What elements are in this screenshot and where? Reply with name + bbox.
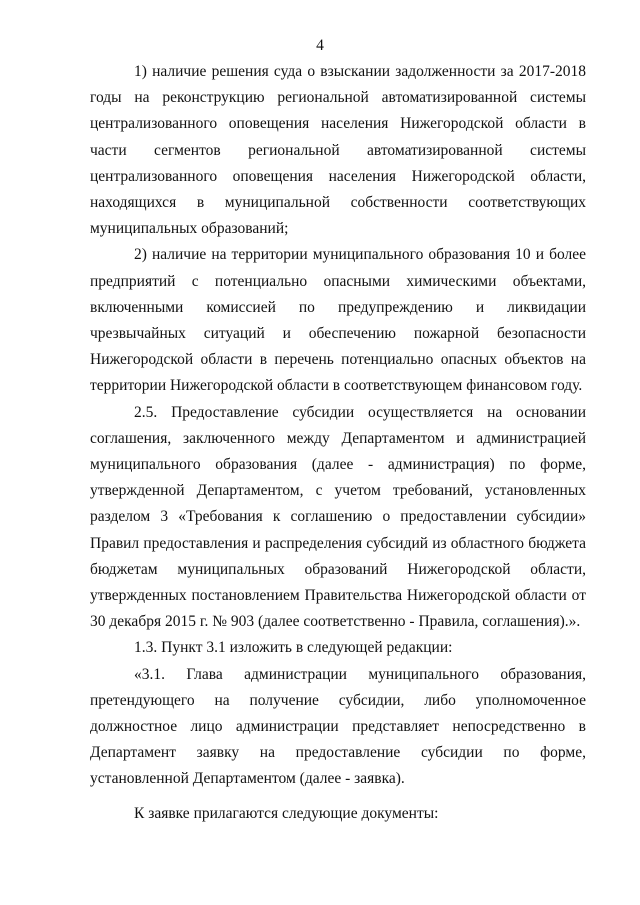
- page-number: 4: [316, 37, 324, 54]
- paragraph-section-1-3: 1.3. Пункт 3.1 изложить в следующей редакции:: [134, 639, 453, 657]
- document-body: [90, 59, 586, 827]
- paragraph-section-3-1: «3.1. Глава администрации муниципального образования, претендующего на получение субсидии, либо уполномоченное должностное лицо администрации представляет непосредственно в Департамент заявку на предоставление субсидии по форме, установленной Департаментом (далее - заявка).: [90, 665, 586, 788]
- paragraph-item-1: 1) наличие решения суда о взыскании задолженности за 2017-2018 годы на реконструкцию региональной автоматизированной системы централизованного оповещения населения Нижегородской области в части сегментов региональной автоматизированной системы централизованного оповещения населения Нижегородской области, находящихся в муниципальной собственности соответствующих муниципальных образований;: [90, 63, 586, 238]
- paragraph-item-2: 2) наличие на территории муниципального образования 10 и более предприятий с потенциально опасными химическими объектами, включенными комиссией по предупреждению и ликвидации чрезвычайных ситуаций и обеспечению пожарной безопасности Нижегородской области в перечень потенциально опасных объектов на территории Нижегородской области в соответствующем финансовом году.: [90, 246, 586, 395]
- paragraph-gap: [90, 793, 586, 801]
- paragraph-attachments-intro: К заявке прилагаются следующие документы:: [134, 804, 439, 822]
- paragraph-section-2-5: 2.5. Предоставление субсидии осуществляется на основании соглашения, заключенного между Департаментом и администрацией муниципального образования (далее - администрация) по форме, утвержденной Департаментом, с учетом требований, установленных разделом 3 «Требования к соглашению о предоставлении субсидии» Правил предоставления и распределения субсидий из областного бюджета бюджетам муниципальных образований Нижегородской области, утвержденных постановлением Правительства Нижегородской области от 30 декабря 2015 г. № 903 (далее соответственно - Правила, соглашения).».: [90, 403, 586, 631]
